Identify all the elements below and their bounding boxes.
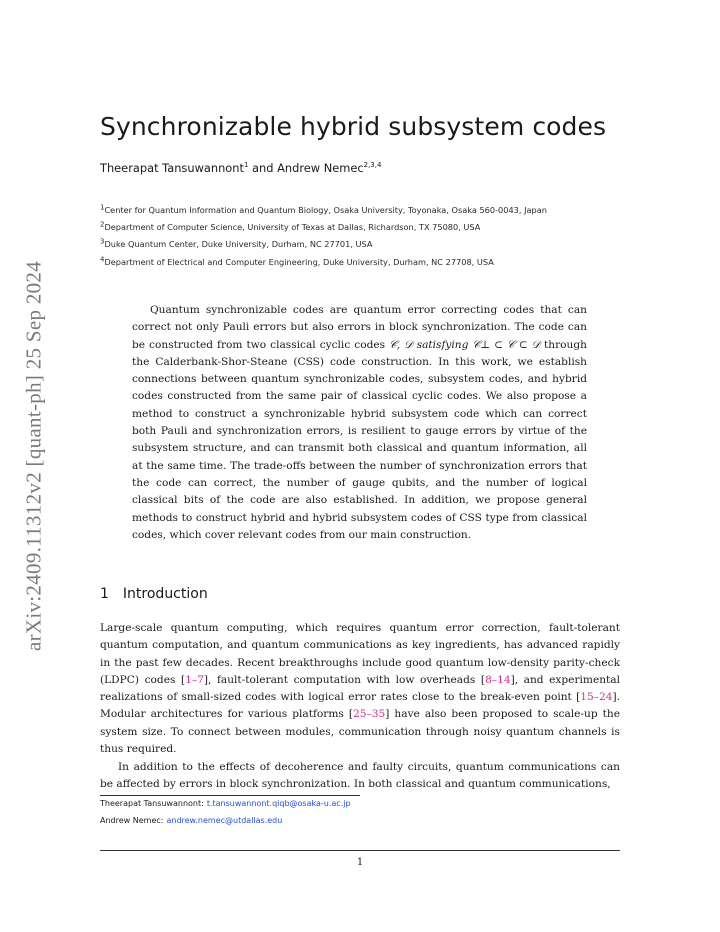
paragraph-text: ]. Modular architectures for various platforms [ — [100, 691, 620, 721]
abstract — [132, 302, 587, 544]
author-name: Theerapat Tansuwannont — [100, 161, 244, 175]
affiliation-text: Center for Quantum Information and Quantum Biology, Osaka University, Toyonaka, Osaka 560-0043, Japan — [104, 205, 547, 215]
citation-link[interactable]: 1–7 — [185, 673, 204, 686]
affiliation-marker: 3 — [100, 237, 105, 246]
affiliation — [100, 222, 480, 232]
body-paragraph — [100, 620, 620, 758]
footnote-email — [100, 816, 282, 825]
footnote-author: Theerapat Tansuwannont: — [100, 799, 204, 808]
citation-link[interactable]: 25–35 — [353, 708, 386, 721]
abstract-text: through the Calderbank-Shor-Steane (CSS) code construction. In this work, we establish connections between quantum synchronizable codes, subsystem codes, and hybrid codes constructed from the same pair of classical cyclic codes. We also propose a method to construct a synchronizable hybrid subsystem code which can correct both Pauli and synchronization errors, is resilient to gauge errors by virtue of the subsystem structure, and can transmit both classical and quantum information, all at the same time. The trade-offs between the number of synchronization errors that the code can correct, the number of gauge qubits, and the number of logical classical bits of the code are also established. In addition, we propose general methods to construct hybrid and hybrid subsystem codes of CSS type from classical codes, which cover relevant codes from our main construction. — [132, 338, 587, 541]
citation-link[interactable]: 8–14 — [485, 673, 511, 686]
paragraph-text: ], and experimental realizations of small-sized codes with logical error rates close to the break-even point [ — [100, 673, 620, 704]
section-heading — [100, 586, 208, 602]
affiliation — [100, 239, 372, 249]
footnote-divider — [100, 795, 360, 796]
author-name: Andrew Nemec — [277, 161, 364, 175]
body-paragraph: In addition to the effects of decoherence and faulty circuits, quantum communications can be affected by errors in block synchronization. In both classical and quantum communications, — [100, 761, 620, 791]
affiliation-text: Department of Computer Science, University of Texas at Dallas, Richardson, TX 75080, USA — [104, 222, 481, 232]
footnote-author: Andrew Nemec: — [100, 816, 164, 825]
page-number: 1 — [356, 857, 364, 868]
affiliation — [100, 257, 494, 267]
footnote-email — [100, 799, 351, 808]
paragraph-text: ], fault-tolerant computation with low overheads [ — [203, 673, 486, 686]
affiliation-text: Duke Quantum Center, Duke University, Durham, NC 27701, USA — [104, 239, 373, 249]
citation-link[interactable]: 15–24 — [580, 691, 613, 704]
author-affiliation-marker: 1 — [243, 161, 249, 170]
affiliation-text: Department of Electrical and Computer Engineering, Duke University, Durham, NC 27708, USA — [104, 257, 494, 267]
arxiv-identifier-sidebar: arXiv:2409.11312v2 [quant-ph] 25 Sep 2024 — [21, 260, 46, 652]
section-title: Introduction — [122, 586, 208, 602]
page-footer-divider — [100, 850, 620, 851]
affiliation-marker: 4 — [100, 255, 105, 264]
author-affiliation-marker: 2,3,4 — [363, 161, 382, 170]
abstract-text: Quantum synchronizable codes are quantum error correcting codes that can correct not only Pauli errors but also errors in block synchronization. The code can be constructed from two classical cyclic codes — [132, 304, 587, 351]
abstract-math: 𝒞, 𝒟 satisfying 𝒞⊥ ⊂ 𝒞 ⊂ 𝒟 — [389, 338, 541, 351]
paragraph-text: Large-scale quantum computing, which requires quantum error correction, fault-tolerant quantum computation, and quantum communications as key ingredients, has advanced rapidly in the past few decades. Recent breakthroughs include good quantum low-density parity-check (LDPC) codes [ — [100, 622, 620, 686]
affiliation-marker: 1 — [100, 203, 105, 212]
paragraph-text: ] have also been proposed to scale-up the system size. To connect between modules, communication through noisy quantum channels is thus required. — [100, 708, 620, 756]
author-joiner: and — [248, 161, 278, 175]
paper-title: Synchronizable hybrid subsystem codes — [100, 112, 607, 141]
email-link[interactable]: t.tansuwannont.qiqb@osaka-u.ac.jp — [206, 799, 351, 808]
email-link[interactable]: andrew.nemec@utdallas.edu — [166, 816, 283, 825]
section-number: 1 — [100, 586, 109, 602]
author-line — [100, 161, 381, 175]
affiliation — [100, 205, 547, 215]
affiliation-marker: 2 — [100, 220, 105, 229]
